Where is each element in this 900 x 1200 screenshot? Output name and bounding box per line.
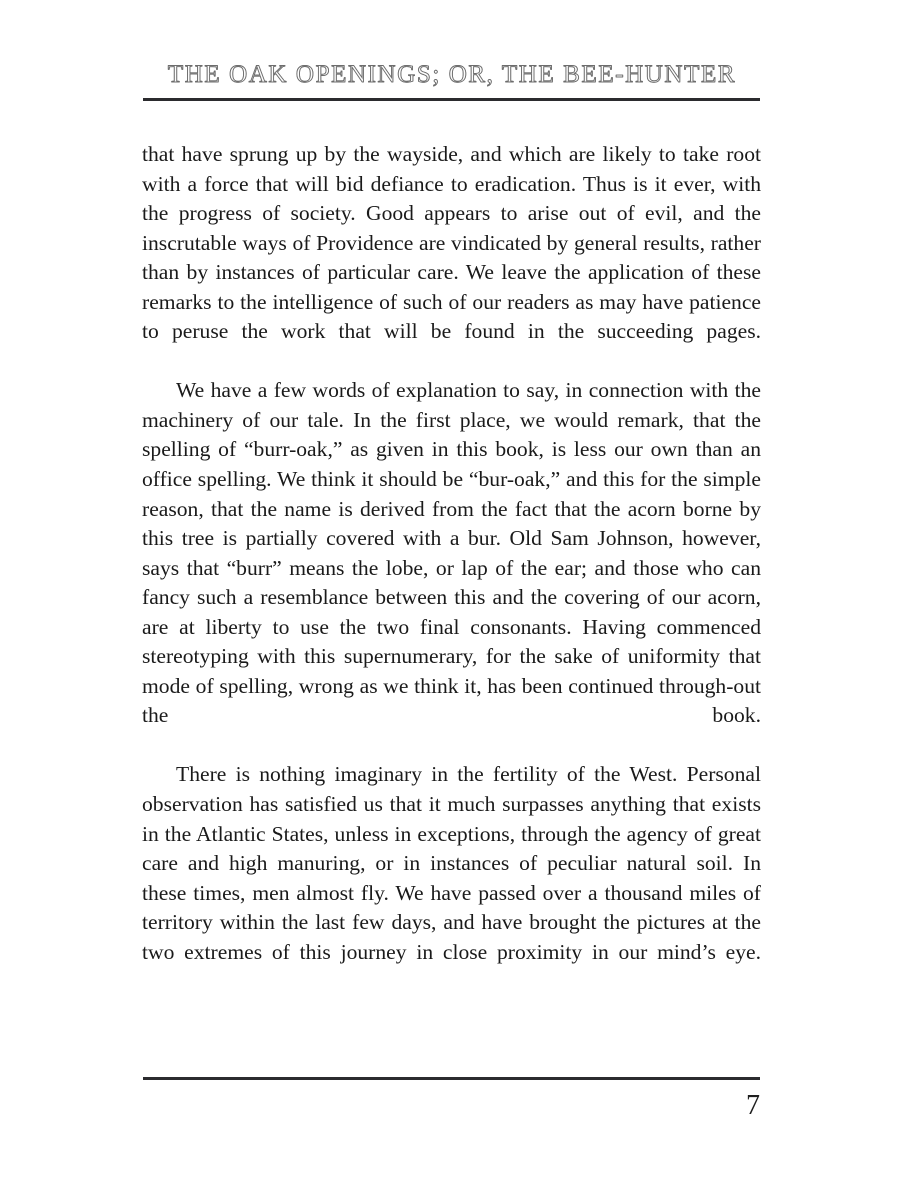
header-rule xyxy=(143,98,760,101)
paragraph: that have sprung up by the wayside, and which are likely to take root with a force that will bid defiance to eradication. Thus is it ever, with the progress of society. Good appears to arise out of evil, and the inscrutable ways of Providence are vindicated by general results, rather than by instances of particular care. We leave the application of these remarks to the intelligence of such of our readers as may have patience to peruse the work that will be found in the succeeding pages. xyxy=(142,142,761,344)
body-text-block xyxy=(142,140,761,997)
footer-rule xyxy=(143,1077,760,1080)
paragraph: There is nothing imaginary in the fertility of the West. Personal observation has satisfied us that it much surpasses anything that exists in the Atlantic States, unless in exceptions, through the agency of great care and high manuring, or in instances of peculiar natural soil. In these times, men almost fly. We have passed over a thousand miles of territory within the last few days, and have brought the pictures at the two extremes of this journey in close proximity in our mind’s eye. xyxy=(142,762,761,964)
paragraph: We have a few words of explanation to say, in connection with the machinery of our tale. In the first place, we would remark, that the spelling of “burr-oak,” as given in this book, is less our own than an office spelling. We think it should be “bur-oak,” and this for the simple reason, that the name is derived from the fact that the acorn borne by this tree is partially covered with a bur. Old Sam Johnson, however, says that “burr” means the lobe, or lap of the ear; and those who can fancy such a resemblance between this and the covering of our acorn, are at liberty to use the two final consonants. Having commenced stereotyping with this supernumerary, for the sake of uniformity that mode of spelling, wrong as we think it, has been continued through-out the book. xyxy=(142,378,761,728)
running-head-title: THE OAK OPENINGS; OR, THE BEE-HUNTER xyxy=(167,61,737,88)
page-number: 7 xyxy=(746,1090,760,1121)
running-head xyxy=(143,62,761,87)
